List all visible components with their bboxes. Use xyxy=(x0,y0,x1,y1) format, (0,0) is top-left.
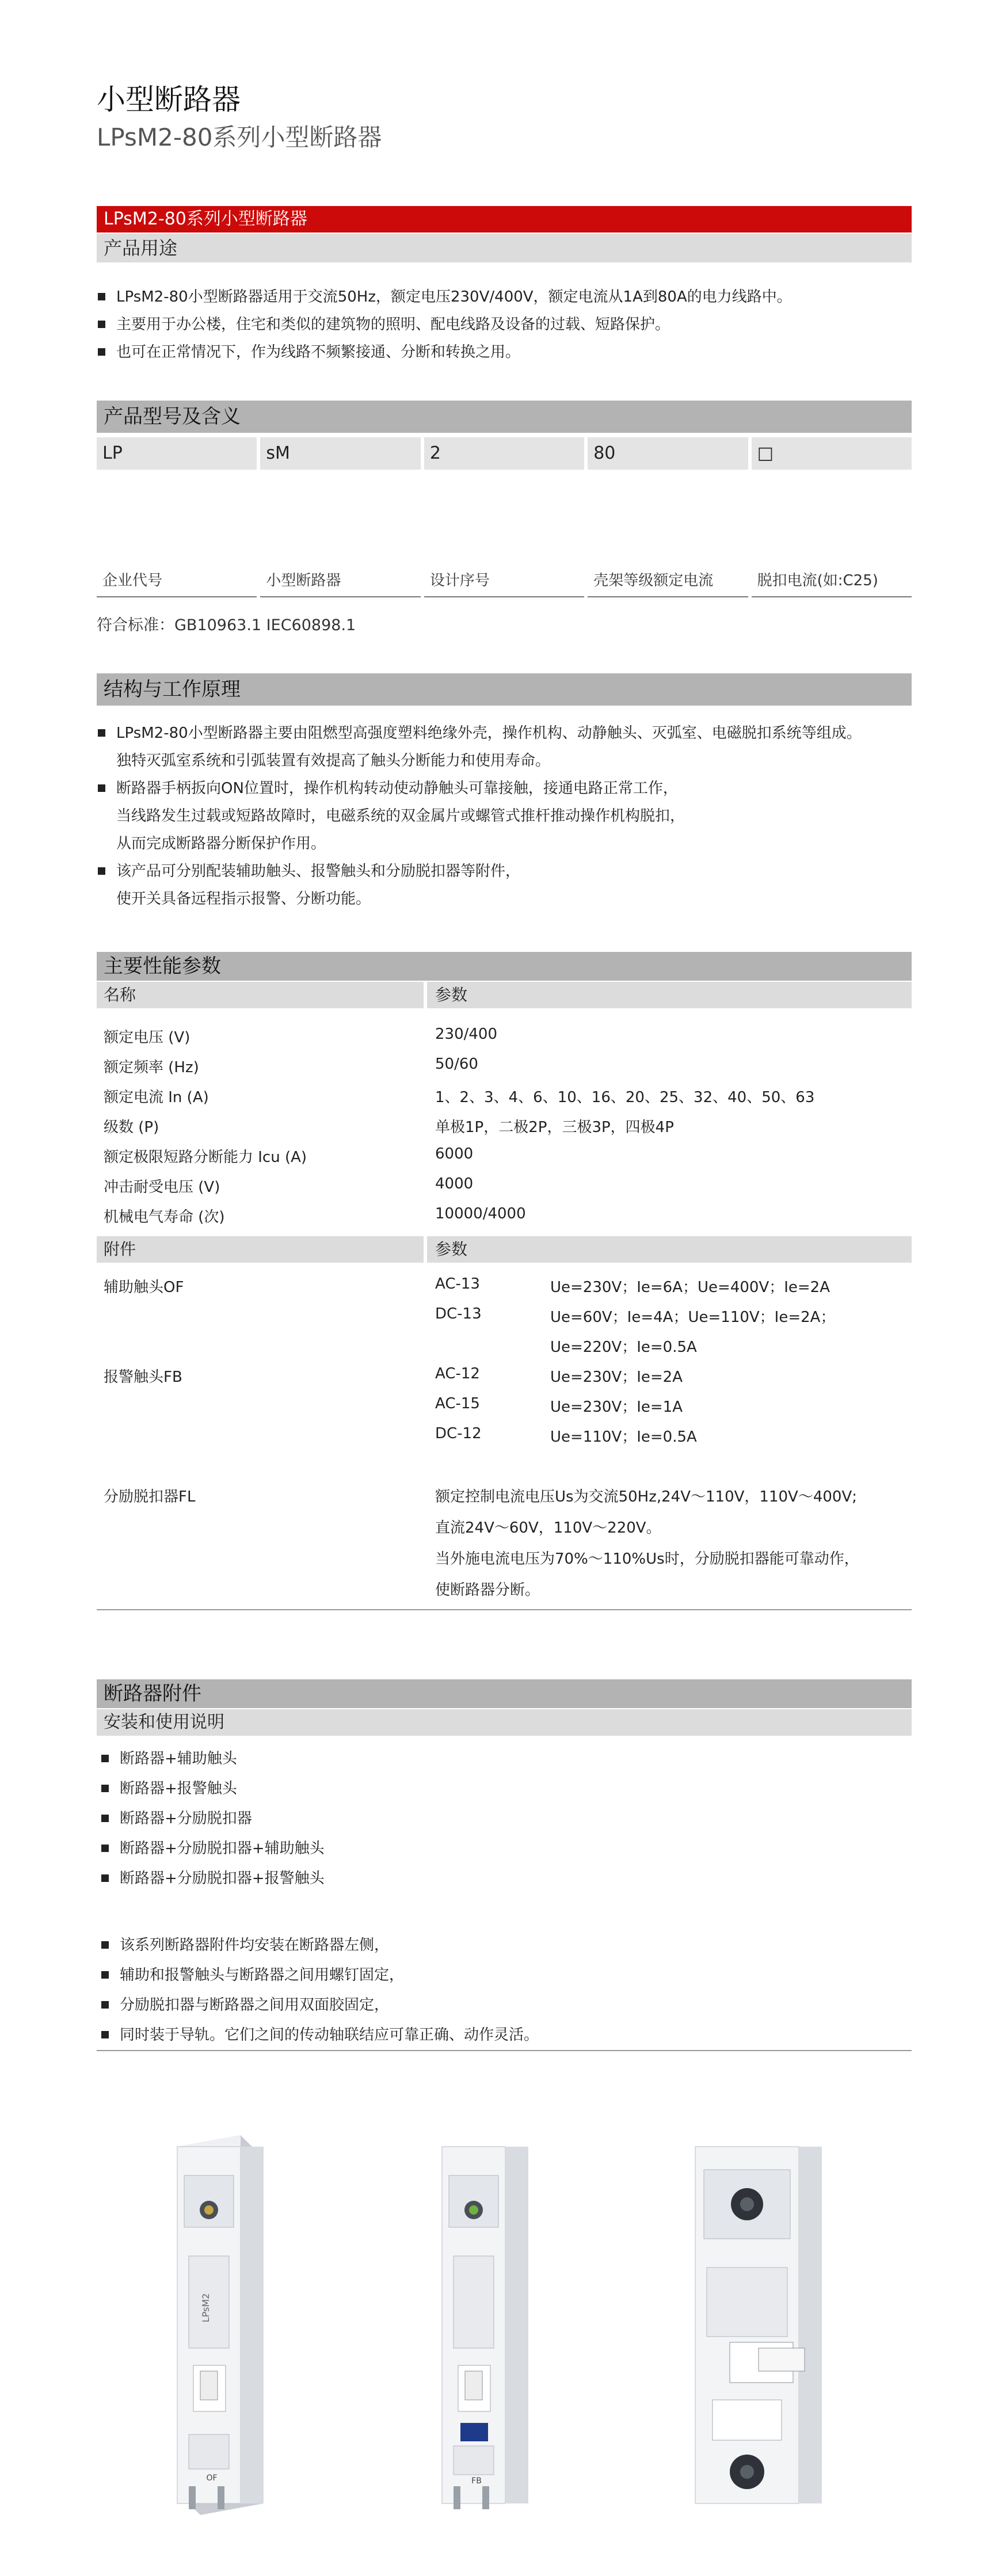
combo-list xyxy=(100,1744,929,1893)
usage-item: 也可在正常情况下，作为线路不频繁接通、分断和转换之用。 xyxy=(97,338,925,366)
model-meaning-cell: 小型断路器 xyxy=(260,565,420,597)
product-images xyxy=(97,2095,912,2532)
bullet-square-icon xyxy=(101,1941,109,1949)
combo-item: 断路器+分励脱扣器+辅助触头 xyxy=(100,1834,929,1864)
section-model-title: 产品型号及含义 xyxy=(97,401,912,433)
bullet-square-icon xyxy=(101,1845,109,1852)
page-title: 小型断路器 xyxy=(97,83,241,116)
acc-head-name: 附件 xyxy=(104,1240,136,1259)
combo-item: 断路器+辅助触头 xyxy=(100,1744,929,1774)
acc-head-value: 参数 xyxy=(435,1240,468,1259)
bullet-square-icon xyxy=(101,1874,109,1882)
model-meaning-cell: 壳架等级额定电流 xyxy=(588,565,748,597)
standards-text: 符合标准：GB10963.1 IEC60898.1 xyxy=(97,616,356,634)
model-code-cell: 80 xyxy=(588,437,748,470)
svg-text:FB: FB xyxy=(471,2476,482,2486)
install-notes-list xyxy=(100,1930,929,2050)
accessory-table-header xyxy=(97,1236,912,1263)
model-code-cell: □ xyxy=(752,437,912,470)
model-meaning-cell: 设计序号 xyxy=(424,565,584,597)
bullet-square-icon xyxy=(98,321,105,328)
bullet-square-icon xyxy=(101,1785,109,1792)
auxiliary-contact-image xyxy=(154,2135,287,2515)
fl-label: 分励脱扣器FL xyxy=(104,1488,196,1506)
of-label: 辅助触头OF xyxy=(104,1279,184,1296)
params-head-name: 名称 xyxy=(104,985,136,1004)
usage-list xyxy=(97,283,925,366)
structure-item: LPsM2-80小型断路器主要由阻燃型高强度塑料绝缘外壳，操作机构、动静触头、灭弧室、电磁脱扣系统等组成。 独特灭弧室系统和引弧装置有效提高了触头分断能力和使用寿命。 xyxy=(97,719,925,775)
bullet-square-icon xyxy=(98,729,105,737)
alarm-contact-image xyxy=(419,2135,551,2515)
combo-item: 断路器+分励脱扣器+报警触头 xyxy=(100,1864,929,1893)
bullet-square-icon xyxy=(101,2031,109,2038)
model-code-cell: sM xyxy=(260,437,420,470)
bullet-square-icon xyxy=(101,1971,109,1979)
bullet-square-icon xyxy=(101,2001,109,2009)
bullet-square-icon xyxy=(101,1755,109,1762)
install-note: 分励脱扣器与断路器之间用双面胶固定， xyxy=(100,1990,929,2020)
svg-text:LPsM2: LPsM2 xyxy=(200,2293,211,2323)
install-subtitle: 安装和使用说明 xyxy=(97,1709,912,1736)
page-subtitle: LPsM2-80系列小型断路器 xyxy=(97,123,382,151)
params-table-header xyxy=(97,982,912,1008)
series-banner: LPsM2-80系列小型断路器 xyxy=(97,206,912,233)
model-code-cell: 2 xyxy=(424,437,584,470)
bullet-square-icon xyxy=(98,293,105,300)
structure-item: 该产品可分别配装辅助触头、报警触头和分励脱扣器等附件， 使开关具备远程指示报警、分断功能。 xyxy=(97,858,925,913)
accessories-bottom-rule xyxy=(97,2050,912,2051)
table-bottom-rule xyxy=(97,1609,912,1610)
structure-item: 断路器手柄扳向ON位置时，操作机构转动使动静触头可靠接触，接通电路正常工作， 当线路发生过载或短路故障时，电磁系统的双金属片或螺管式推杆推动操作机构脱扣， 从而完成断路器分断保护作用。 xyxy=(97,775,925,858)
header-divider xyxy=(424,1236,427,1263)
bullet-square-icon xyxy=(98,867,105,875)
section-usage-title: 产品用途 xyxy=(97,234,912,262)
bullet-square-icon xyxy=(98,348,105,356)
install-note: 该系列断路器附件均安装在断路器左侧， xyxy=(100,1930,929,1960)
model-meaning-row xyxy=(97,565,912,597)
section-structure-title: 结构与工作原理 xyxy=(97,673,912,706)
model-meaning-cell: 企业代号 xyxy=(97,565,257,597)
structure-list xyxy=(97,719,925,913)
section-accessories-title: 断路器附件 xyxy=(97,1679,912,1708)
bullet-square-icon xyxy=(101,1815,109,1822)
bullet-square-icon xyxy=(98,784,105,792)
params-head-value: 参数 xyxy=(435,985,468,1004)
install-note: 同时装于导轨。它们之间的传动轴联结应可靠正确、动作灵活。 xyxy=(100,2020,929,2050)
section-params-title: 主要性能参数 xyxy=(97,952,912,981)
model-meaning-cell: 脱扣电流(如:C25) xyxy=(752,565,912,597)
install-note: 辅助和报警触头与断路器之间用螺钉固定， xyxy=(100,1960,929,1990)
fb-label: 报警触头FB xyxy=(104,1369,182,1386)
header-divider xyxy=(424,982,427,1008)
shunt-release-image xyxy=(672,2135,845,2515)
combo-item: 断路器+分励脱扣器 xyxy=(100,1804,929,1834)
svg-text:OF: OF xyxy=(206,2474,218,2483)
model-code-row xyxy=(97,437,912,470)
usage-item: LPsM2-80小型断路器适用于交流50Hz，额定电压230V/400V，额定电流从1A到80A的电力线路中。 xyxy=(97,283,925,311)
model-code-cell: LP xyxy=(97,437,257,470)
usage-item: 主要用于办公楼，住宅和类似的建筑物的照明、配电线路及设备的过载、短路保护。 xyxy=(97,311,925,338)
combo-item: 断路器+报警触头 xyxy=(100,1774,929,1804)
